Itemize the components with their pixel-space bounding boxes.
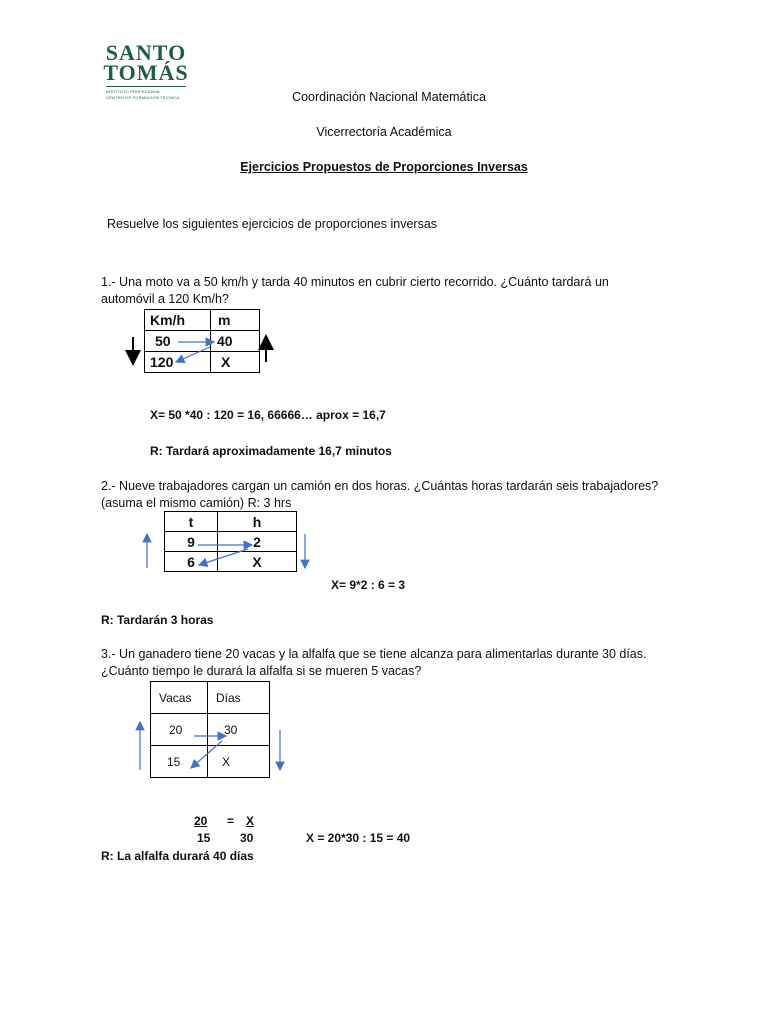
table-cell: X [211, 352, 260, 373]
table-cell: X [208, 746, 270, 778]
logo-line1: SANTO [105, 40, 187, 65]
header-vice-rectorate: Vicerrectoría Académica [316, 125, 452, 139]
diagonal-arrow-icon [199, 549, 248, 565]
diagonal-arrow-icon [191, 741, 222, 768]
table-cell: 50 [145, 331, 211, 352]
exercise1-answer: R: Tardará aproximadamente 16,7 minutos [150, 444, 392, 458]
fraction-denominator-left: 15 [197, 831, 211, 845]
exercise1-formula: X= 50 *40 : 120 = 16, 66666… aprox = 16,7 [150, 408, 386, 422]
fraction-denominator-right: 30 [240, 831, 254, 845]
table-cell: 2 [218, 532, 297, 552]
exercise3-line2: ¿Cuánto tiempo le durará la alfalfa si se mueren 5 vacas? [101, 664, 422, 678]
table-header-cell: h [218, 512, 297, 532]
table-cell: 6 [165, 552, 218, 572]
logo-sub1: INSTITUTO PROFESIONAL [106, 89, 161, 94]
table-cell: 9 [165, 532, 218, 552]
instructions-text: Resuelve los siguientes ejercicios de proporciones inversas [107, 217, 438, 231]
table-cell: 15 [151, 746, 208, 778]
table-cell: 20 [151, 714, 208, 746]
table-header-cell: t [165, 512, 218, 532]
exercise2-formula: X= 9*2 : 6 = 3 [331, 578, 406, 592]
logo-line2: TOMÁS [103, 60, 189, 85]
exercise2-line2: (asuma el mismo camión) R: 3 hrs [101, 496, 292, 510]
fraction-numerator-left: 20 [194, 814, 208, 828]
table-cell: 30 [208, 714, 270, 746]
table-cell: 40 [211, 331, 260, 352]
table-header-cell: Días [208, 682, 270, 714]
table-header-cell: Vacas [151, 682, 208, 714]
exercise2-answer: R: Tardarán 3 horas [101, 613, 214, 627]
exercise3-formula: X = 20*30 : 15 = 40 [306, 831, 411, 845]
table-cell: X [218, 552, 297, 572]
diagonal-arrow-icon [176, 347, 210, 362]
table-header-cell: m [211, 310, 260, 331]
page-title: Ejercicios Propuestos de Proporciones Inversas [240, 160, 528, 174]
exercise2-line1: 2.- Nueve trabajadores cargan un camión en dos horas. ¿Cuántas horas tardarán seis trabajadores? [101, 479, 659, 493]
exercise3-answer: R: La alfalfa durará 40 días [101, 849, 254, 863]
logo-sub2: CENTRO DE FORMACIÓN TÉCNICA [106, 95, 180, 100]
header-coordination: Coordinación Nacional Matemática [292, 90, 486, 104]
exercise1-line2: automóvil a 120 Km/h? [101, 292, 229, 306]
table-cell: 120 [145, 352, 211, 373]
exercise3-line1: 3.- Un ganadero tiene 20 vacas y la alfalfa que se tiene alcanza para alimentarlas durante 30 días. [101, 647, 647, 661]
exercise1-line1: 1.- Una moto va a 50 km/h y tarda 40 minutos en cubrir cierto recorrido. ¿Cuánto tardará un [101, 275, 609, 289]
table-header-cell: Km/h [145, 310, 211, 331]
fraction-equals: = [227, 814, 235, 828]
fraction-numerator-right: X [246, 814, 255, 828]
